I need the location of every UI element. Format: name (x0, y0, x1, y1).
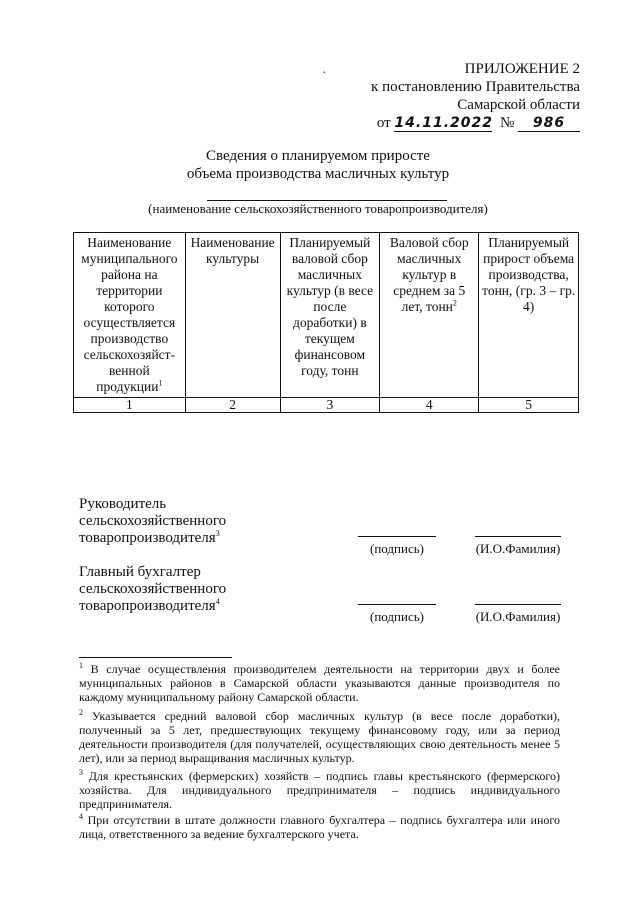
accountant-signature-field: (подпись) (358, 604, 436, 625)
appendix-block (330, 60, 580, 132)
header-planned-growth: Планируемый прирост объема производства, тонн, (гр. 3 – гр. 4) (479, 233, 579, 398)
signature-accountant-label: Главный бухгалтер сельскохозяйственного товаропроизводителя$^4$ (79, 564, 227, 614)
signature-head-label: Руководитель сельскохозяйственного товаропроизводителя$^3$ (79, 496, 227, 546)
head-signature-field: (подпись) (358, 536, 436, 557)
accountant-name-field: (И.О.Фамилия) (475, 604, 561, 625)
page-mark: · (322, 66, 327, 81)
column-number: 2 (185, 398, 280, 413)
header-planned-harvest: Планируемый валовой сбор масличных культур (в весе после доработки) в текущем финансовом году, тонн (280, 233, 380, 398)
table-number-row (74, 398, 579, 413)
date-value: 14.11.2022 (394, 115, 494, 131)
footnote-separator (79, 657, 232, 658)
table-header-row (74, 233, 579, 398)
column-number: 4 (380, 398, 479, 413)
appendix-title: ПРИЛОЖЕНИЕ 2 (464, 61, 580, 77)
head-name-field: (И.О.Фамилия) (475, 536, 561, 557)
header-avg-harvest: Валовой сбор масличных культур в среднем за 5 лет, тонн$^2$ (380, 233, 479, 398)
header-crop: Наименование культуры (185, 233, 280, 398)
footnote-3: $^3$ Для крестьянских (фермерских) хозяйств – подпись главы крестьянского (фермерского) хозяйства. Для индивидуального предпринимателя – подпись индивидуального предпринимателя. (79, 768, 561, 811)
footnote-4: $^4$ При отсутствии в штате должности главного бухгалтера – подпись бухгалтера или иного лица, ответственного за ведение бухгалтерского учета. (79, 812, 561, 841)
header-district: Наименование муниципального района на территории которого осуществляется производство сельскохозяйст-венной продукции$^1$ (74, 233, 186, 398)
number-prefix: № (499, 115, 515, 131)
footnote-1: $^1$ В случае осуществления производителем деятельности на территории двух и более муниципальных районов в Самарской области указываются данные производителя по каждому муниципальному району Самарской области. (79, 661, 560, 704)
footnote-2: $^2$ Указывается средний валовой сбор масличных культур (в весе после доработки), полученный за 5 лет, предшествующих текущему финансовому году, или за период деятельности производителя (для получателей, осуществляющих свою деятельность менее 5 лет), или за период выращивания масличных культур. (79, 708, 560, 765)
title-line-1: Сведения о планируемом приросте (206, 148, 430, 164)
column-number: 3 (280, 398, 380, 413)
column-number: 5 (479, 398, 579, 413)
document-title (0, 147, 636, 183)
date-prefix: от (376, 115, 391, 131)
org-name-caption: (наименование сельскохозяйственного товаропроизводителя) (148, 201, 488, 216)
appendix-line-2: Самарской области (457, 97, 580, 113)
appendix-line-1: к постановлению Правительства (371, 79, 580, 95)
appendix-date-line (330, 114, 580, 132)
number-value: 986 (518, 115, 580, 132)
column-number: 1 (74, 398, 186, 413)
data-table (73, 232, 579, 413)
title-line-2: объема производства масличных культур (186, 166, 450, 182)
